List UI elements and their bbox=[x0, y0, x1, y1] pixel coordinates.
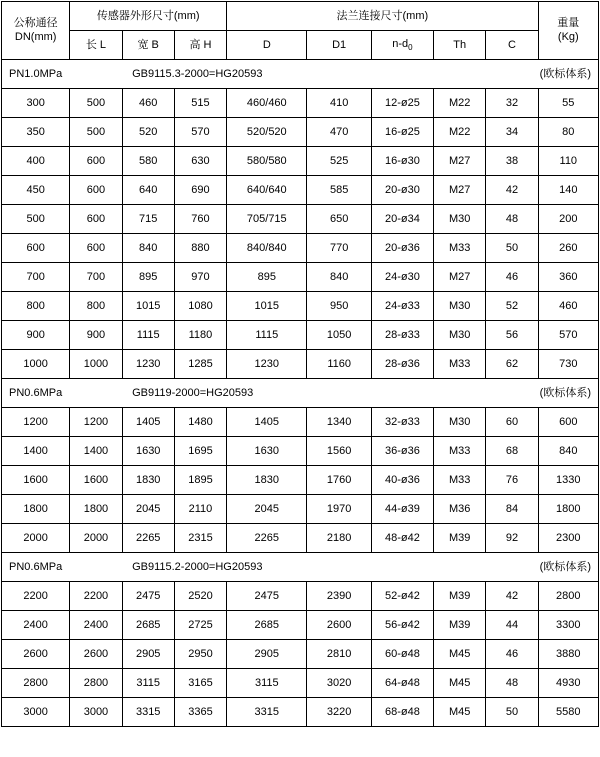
cell-g1-r3-c1: 1800 bbox=[70, 495, 122, 524]
cell-g0-r5-c2: 840 bbox=[122, 234, 174, 263]
cell-g1-r1-c5: 1560 bbox=[307, 437, 371, 466]
cell-g1-r0-c5: 1340 bbox=[307, 408, 371, 437]
cell-g1-r3-c4: 2045 bbox=[227, 495, 307, 524]
cell-g1-r4-c1: 2000 bbox=[70, 524, 122, 553]
cell-g0-r9-c6: 28-ø36 bbox=[371, 350, 433, 379]
cell-g1-r0-c6: 32-ø33 bbox=[371, 408, 433, 437]
cell-g2-r4-c5: 3220 bbox=[307, 698, 371, 727]
cell-g1-r0-c3: 1480 bbox=[174, 408, 226, 437]
cell-g0-r7-c3: 1080 bbox=[174, 292, 226, 321]
cell-g0-r3-c0: 450 bbox=[2, 176, 70, 205]
cell-g0-r7-c9: 460 bbox=[538, 292, 598, 321]
cell-g1-r0-c7: M30 bbox=[434, 408, 486, 437]
cell-g1-r2-c9: 1330 bbox=[538, 466, 598, 495]
cell-g0-r4-c3: 760 bbox=[174, 205, 226, 234]
cell-g2-r2-c4: 2905 bbox=[227, 640, 307, 669]
cell-g0-r8-c1: 900 bbox=[70, 321, 122, 350]
cell-g2-r2-c9: 3880 bbox=[538, 640, 598, 669]
cell-g2-r3-c9: 4930 bbox=[538, 669, 598, 698]
cell-g0-r7-c8: 52 bbox=[486, 292, 538, 321]
group-standard-system: (欧标体系) bbox=[371, 60, 598, 89]
cell-g0-r7-c0: 800 bbox=[2, 292, 70, 321]
table-row bbox=[2, 669, 599, 698]
cell-g2-r3-c3: 3165 bbox=[174, 669, 226, 698]
cell-g2-r3-c7: M45 bbox=[434, 669, 486, 698]
cell-g0-r9-c5: 1160 bbox=[307, 350, 371, 379]
cell-g2-r3-c1: 2800 bbox=[70, 669, 122, 698]
cell-g1-r1-c9: 840 bbox=[538, 437, 598, 466]
cell-g2-r4-c4: 3315 bbox=[227, 698, 307, 727]
group-header-row bbox=[2, 553, 599, 582]
cell-g0-r0-c8: 32 bbox=[486, 89, 538, 118]
cell-g0-r9-c0: 1000 bbox=[2, 350, 70, 379]
cell-g2-r0-c9: 2800 bbox=[538, 582, 598, 611]
cell-g0-r6-c3: 970 bbox=[174, 263, 226, 292]
cell-g2-r3-c8: 48 bbox=[486, 669, 538, 698]
cell-g0-r2-c5: 525 bbox=[307, 147, 371, 176]
cell-g2-r4-c7: M45 bbox=[434, 698, 486, 727]
cell-g0-r1-c2: 520 bbox=[122, 118, 174, 147]
cell-g0-r1-c3: 570 bbox=[174, 118, 226, 147]
cell-g1-r3-c7: M36 bbox=[434, 495, 486, 524]
cell-g0-r4-c4: 705/715 bbox=[227, 205, 307, 234]
cell-g2-r0-c8: 42 bbox=[486, 582, 538, 611]
cell-g2-r3-c6: 64-ø48 bbox=[371, 669, 433, 698]
cell-g0-r8-c7: M30 bbox=[434, 321, 486, 350]
cell-g1-r2-c5: 1760 bbox=[307, 466, 371, 495]
cell-g0-r8-c2: 1115 bbox=[122, 321, 174, 350]
cell-g0-r5-c4: 840/840 bbox=[227, 234, 307, 263]
group-pressure-rating: PN1.0MPa bbox=[2, 60, 123, 89]
cell-g0-r0-c9: 55 bbox=[538, 89, 598, 118]
cell-g2-r0-c4: 2475 bbox=[227, 582, 307, 611]
cell-g0-r7-c7: M30 bbox=[434, 292, 486, 321]
cell-g0-r6-c1: 700 bbox=[70, 263, 122, 292]
cell-g1-r0-c2: 1405 bbox=[122, 408, 174, 437]
cell-g0-r2-c8: 38 bbox=[486, 147, 538, 176]
group-header-row bbox=[2, 379, 599, 408]
cell-g1-r2-c1: 1600 bbox=[70, 466, 122, 495]
cell-g2-r1-c3: 2725 bbox=[174, 611, 226, 640]
cell-g0-r4-c2: 715 bbox=[122, 205, 174, 234]
cell-g1-r3-c6: 44-ø39 bbox=[371, 495, 433, 524]
table-row bbox=[2, 234, 599, 263]
cell-g0-r0-c4: 460/460 bbox=[227, 89, 307, 118]
table-row bbox=[2, 205, 599, 234]
cell-g0-r5-c7: M33 bbox=[434, 234, 486, 263]
cell-g2-r4-c0: 3000 bbox=[2, 698, 70, 727]
cell-g2-r1-c7: M39 bbox=[434, 611, 486, 640]
cell-g0-r0-c3: 515 bbox=[174, 89, 226, 118]
cell-g2-r2-c1: 2600 bbox=[70, 640, 122, 669]
cell-g0-r6-c5: 840 bbox=[307, 263, 371, 292]
cell-g1-r0-c9: 600 bbox=[538, 408, 598, 437]
table-row bbox=[2, 495, 599, 524]
cell-g0-r2-c1: 600 bbox=[70, 147, 122, 176]
cell-g2-r2-c5: 2810 bbox=[307, 640, 371, 669]
cell-g1-r4-c3: 2315 bbox=[174, 524, 226, 553]
group-standard-system: (欧标体系) bbox=[371, 553, 598, 582]
cell-g1-r4-c5: 2180 bbox=[307, 524, 371, 553]
cell-g1-r1-c8: 68 bbox=[486, 437, 538, 466]
cell-g0-r5-c0: 600 bbox=[2, 234, 70, 263]
table-row bbox=[2, 350, 599, 379]
cell-g0-r4-c1: 600 bbox=[70, 205, 122, 234]
table-row bbox=[2, 466, 599, 495]
cell-g1-r2-c4: 1830 bbox=[227, 466, 307, 495]
header-sub-6: Th bbox=[434, 31, 486, 60]
cell-g0-r8-c9: 570 bbox=[538, 321, 598, 350]
cell-g0-r1-c6: 16-ø25 bbox=[371, 118, 433, 147]
cell-g0-r9-c2: 1230 bbox=[122, 350, 174, 379]
cell-g2-r1-c5: 2600 bbox=[307, 611, 371, 640]
cell-g2-r2-c0: 2600 bbox=[2, 640, 70, 669]
cell-g1-r3-c9: 1800 bbox=[538, 495, 598, 524]
cell-g2-r0-c2: 2475 bbox=[122, 582, 174, 611]
cell-g0-r7-c2: 1015 bbox=[122, 292, 174, 321]
cell-g0-r6-c0: 700 bbox=[2, 263, 70, 292]
cell-g0-r4-c9: 200 bbox=[538, 205, 598, 234]
table-row bbox=[2, 176, 599, 205]
cell-g0-r8-c3: 1180 bbox=[174, 321, 226, 350]
cell-g0-r0-c0: 300 bbox=[2, 89, 70, 118]
group-pressure-rating: PN0.6MPa bbox=[2, 553, 123, 582]
cell-g2-r0-c1: 2200 bbox=[70, 582, 122, 611]
cell-g1-r4-c0: 2000 bbox=[2, 524, 70, 553]
cell-g2-r2-c8: 46 bbox=[486, 640, 538, 669]
cell-g2-r3-c0: 2800 bbox=[2, 669, 70, 698]
cell-g0-r7-c6: 24-ø33 bbox=[371, 292, 433, 321]
cell-g1-r0-c8: 60 bbox=[486, 408, 538, 437]
specification-table bbox=[1, 1, 599, 727]
cell-g2-r0-c0: 2200 bbox=[2, 582, 70, 611]
header-flange-dimensions: 法兰连接尺寸(mm) bbox=[227, 2, 539, 31]
cell-g0-r0-c7: M22 bbox=[434, 89, 486, 118]
cell-g1-r3-c2: 2045 bbox=[122, 495, 174, 524]
cell-g1-r1-c3: 1695 bbox=[174, 437, 226, 466]
header-sub-3: D bbox=[227, 31, 307, 60]
cell-g1-r3-c8: 84 bbox=[486, 495, 538, 524]
cell-g1-r1-c0: 1400 bbox=[2, 437, 70, 466]
cell-g0-r6-c8: 46 bbox=[486, 263, 538, 292]
group-pressure-rating: PN0.6MPa bbox=[2, 379, 123, 408]
cell-g0-r8-c4: 1115 bbox=[227, 321, 307, 350]
header-nominal-diameter: 公称通径 DN(mm) bbox=[2, 2, 70, 60]
cell-g0-r7-c1: 800 bbox=[70, 292, 122, 321]
cell-g0-r1-c1: 500 bbox=[70, 118, 122, 147]
cell-g2-r1-c4: 2685 bbox=[227, 611, 307, 640]
header-sub-2: 高 H bbox=[174, 31, 226, 60]
cell-g0-r2-c3: 630 bbox=[174, 147, 226, 176]
cell-g0-r8-c0: 900 bbox=[2, 321, 70, 350]
cell-g2-r3-c4: 3115 bbox=[227, 669, 307, 698]
cell-g2-r2-c3: 2950 bbox=[174, 640, 226, 669]
cell-g2-r1-c0: 2400 bbox=[2, 611, 70, 640]
cell-g1-r2-c7: M33 bbox=[434, 466, 486, 495]
cell-g1-r3-c0: 1800 bbox=[2, 495, 70, 524]
cell-g0-r1-c8: 34 bbox=[486, 118, 538, 147]
cell-g0-r2-c9: 110 bbox=[538, 147, 598, 176]
cell-g1-r4-c2: 2265 bbox=[122, 524, 174, 553]
cell-g0-r7-c4: 1015 bbox=[227, 292, 307, 321]
table-row bbox=[2, 292, 599, 321]
cell-g0-r3-c1: 600 bbox=[70, 176, 122, 205]
table-row bbox=[2, 582, 599, 611]
group-header-row bbox=[2, 60, 599, 89]
cell-g1-r2-c0: 1600 bbox=[2, 466, 70, 495]
cell-g2-r1-c6: 56-ø42 bbox=[371, 611, 433, 640]
cell-g1-r2-c8: 76 bbox=[486, 466, 538, 495]
cell-g0-r5-c3: 880 bbox=[174, 234, 226, 263]
cell-g0-r1-c5: 470 bbox=[307, 118, 371, 147]
cell-g2-r1-c8: 44 bbox=[486, 611, 538, 640]
cell-g0-r4-c0: 500 bbox=[2, 205, 70, 234]
cell-g0-r6-c9: 360 bbox=[538, 263, 598, 292]
cell-g0-r1-c0: 350 bbox=[2, 118, 70, 147]
header-sub-7: C bbox=[486, 31, 538, 60]
cell-g0-r5-c6: 20-ø36 bbox=[371, 234, 433, 263]
cell-g0-r8-c6: 28-ø33 bbox=[371, 321, 433, 350]
cell-g0-r9-c4: 1230 bbox=[227, 350, 307, 379]
cell-g1-r0-c4: 1405 bbox=[227, 408, 307, 437]
cell-g1-r1-c7: M33 bbox=[434, 437, 486, 466]
cell-g1-r4-c8: 92 bbox=[486, 524, 538, 553]
cell-g0-r6-c6: 24-ø30 bbox=[371, 263, 433, 292]
cell-g0-r4-c7: M30 bbox=[434, 205, 486, 234]
cell-g0-r2-c0: 400 bbox=[2, 147, 70, 176]
table-header-group-row bbox=[2, 2, 599, 31]
table-row bbox=[2, 640, 599, 669]
cell-g1-r1-c4: 1630 bbox=[227, 437, 307, 466]
cell-g0-r1-c9: 80 bbox=[538, 118, 598, 147]
table-row bbox=[2, 408, 599, 437]
cell-g0-r0-c5: 410 bbox=[307, 89, 371, 118]
table-row bbox=[2, 321, 599, 350]
cell-g0-r4-c5: 650 bbox=[307, 205, 371, 234]
cell-g2-r1-c9: 3300 bbox=[538, 611, 598, 640]
cell-g2-r2-c7: M45 bbox=[434, 640, 486, 669]
cell-g2-r1-c1: 2400 bbox=[70, 611, 122, 640]
group-standard-code: GB9119-2000=HG20593 bbox=[122, 379, 371, 408]
cell-g2-r0-c6: 52-ø42 bbox=[371, 582, 433, 611]
cell-g2-r4-c9: 5580 bbox=[538, 698, 598, 727]
cell-g0-r0-c6: 12-ø25 bbox=[371, 89, 433, 118]
cell-g2-r3-c5: 3020 bbox=[307, 669, 371, 698]
cell-g0-r0-c1: 500 bbox=[70, 89, 122, 118]
cell-g1-r4-c6: 48-ø42 bbox=[371, 524, 433, 553]
header-sub-0: 长 L bbox=[70, 31, 122, 60]
cell-g0-r5-c5: 770 bbox=[307, 234, 371, 263]
cell-g1-r0-c0: 1200 bbox=[2, 408, 70, 437]
cell-g0-r5-c9: 260 bbox=[538, 234, 598, 263]
cell-g0-r7-c5: 950 bbox=[307, 292, 371, 321]
cell-g2-r2-c2: 2905 bbox=[122, 640, 174, 669]
cell-g0-r9-c9: 730 bbox=[538, 350, 598, 379]
cell-g2-r1-c2: 2685 bbox=[122, 611, 174, 640]
cell-g0-r3-c6: 20-ø30 bbox=[371, 176, 433, 205]
table-header-sub-row bbox=[2, 31, 599, 60]
header-sub-1: 宽 B bbox=[122, 31, 174, 60]
cell-g0-r6-c4: 895 bbox=[227, 263, 307, 292]
cell-g0-r6-c2: 895 bbox=[122, 263, 174, 292]
cell-g0-r5-c1: 600 bbox=[70, 234, 122, 263]
cell-g0-r4-c6: 20-ø34 bbox=[371, 205, 433, 234]
header-sensor-dimensions: 传感器外形尺寸(mm) bbox=[70, 2, 227, 31]
cell-g0-r1-c4: 520/520 bbox=[227, 118, 307, 147]
cell-g0-r5-c8: 50 bbox=[486, 234, 538, 263]
cell-g0-r2-c2: 580 bbox=[122, 147, 174, 176]
table-row bbox=[2, 263, 599, 292]
cell-g0-r2-c4: 580/580 bbox=[227, 147, 307, 176]
cell-g0-r1-c7: M22 bbox=[434, 118, 486, 147]
cell-g1-r1-c1: 1400 bbox=[70, 437, 122, 466]
cell-g2-r4-c8: 50 bbox=[486, 698, 538, 727]
cell-g0-r3-c8: 42 bbox=[486, 176, 538, 205]
cell-g1-r3-c3: 2110 bbox=[174, 495, 226, 524]
cell-g1-r1-c2: 1630 bbox=[122, 437, 174, 466]
table-row bbox=[2, 524, 599, 553]
cell-g0-r9-c7: M33 bbox=[434, 350, 486, 379]
table-row bbox=[2, 698, 599, 727]
cell-g2-r0-c3: 2520 bbox=[174, 582, 226, 611]
cell-g0-r3-c2: 640 bbox=[122, 176, 174, 205]
table-row bbox=[2, 611, 599, 640]
cell-g1-r4-c4: 2265 bbox=[227, 524, 307, 553]
cell-g2-r0-c5: 2390 bbox=[307, 582, 371, 611]
cell-g0-r4-c8: 48 bbox=[486, 205, 538, 234]
cell-g0-r3-c3: 690 bbox=[174, 176, 226, 205]
cell-g0-r2-c7: M27 bbox=[434, 147, 486, 176]
cell-g0-r9-c3: 1285 bbox=[174, 350, 226, 379]
cell-g0-r0-c2: 460 bbox=[122, 89, 174, 118]
group-standard-code: GB9115.2-2000=HG20593 bbox=[122, 553, 371, 582]
cell-g0-r9-c1: 1000 bbox=[70, 350, 122, 379]
cell-g0-r3-c5: 585 bbox=[307, 176, 371, 205]
cell-g1-r3-c5: 1970 bbox=[307, 495, 371, 524]
cell-g1-r2-c3: 1895 bbox=[174, 466, 226, 495]
group-standard-system: (欧标体系) bbox=[371, 379, 598, 408]
cell-g0-r3-c9: 140 bbox=[538, 176, 598, 205]
cell-g0-r6-c7: M27 bbox=[434, 263, 486, 292]
cell-g1-r4-c9: 2300 bbox=[538, 524, 598, 553]
table-row bbox=[2, 437, 599, 466]
cell-g0-r9-c8: 62 bbox=[486, 350, 538, 379]
cell-g2-r2-c6: 60-ø48 bbox=[371, 640, 433, 669]
cell-g2-r4-c1: 3000 bbox=[70, 698, 122, 727]
group-standard-code: GB9115.3-2000=HG20593 bbox=[122, 60, 371, 89]
cell-g2-r3-c2: 3115 bbox=[122, 669, 174, 698]
cell-g2-r4-c2: 3315 bbox=[122, 698, 174, 727]
cell-g0-r3-c7: M27 bbox=[434, 176, 486, 205]
header-sub-n-d0: $n-d_0$ bbox=[371, 31, 433, 60]
cell-g0-r8-c8: 56 bbox=[486, 321, 538, 350]
cell-g0-r2-c6: 16-ø30 bbox=[371, 147, 433, 176]
cell-g2-r4-c6: 68-ø48 bbox=[371, 698, 433, 727]
cell-g1-r0-c1: 1200 bbox=[70, 408, 122, 437]
cell-g1-r2-c2: 1830 bbox=[122, 466, 174, 495]
table-row bbox=[2, 118, 599, 147]
table-row bbox=[2, 89, 599, 118]
cell-g1-r1-c6: 36-ø36 bbox=[371, 437, 433, 466]
cell-g1-r4-c7: M39 bbox=[434, 524, 486, 553]
cell-g0-r8-c5: 1050 bbox=[307, 321, 371, 350]
cell-g2-r0-c7: M39 bbox=[434, 582, 486, 611]
cell-g2-r4-c3: 3365 bbox=[174, 698, 226, 727]
header-sub-4: D1 bbox=[307, 31, 371, 60]
cell-g0-r3-c4: 640/640 bbox=[227, 176, 307, 205]
table-row bbox=[2, 147, 599, 176]
header-weight: 重量 (Kg) bbox=[538, 2, 598, 60]
cell-g1-r2-c6: 40-ø36 bbox=[371, 466, 433, 495]
